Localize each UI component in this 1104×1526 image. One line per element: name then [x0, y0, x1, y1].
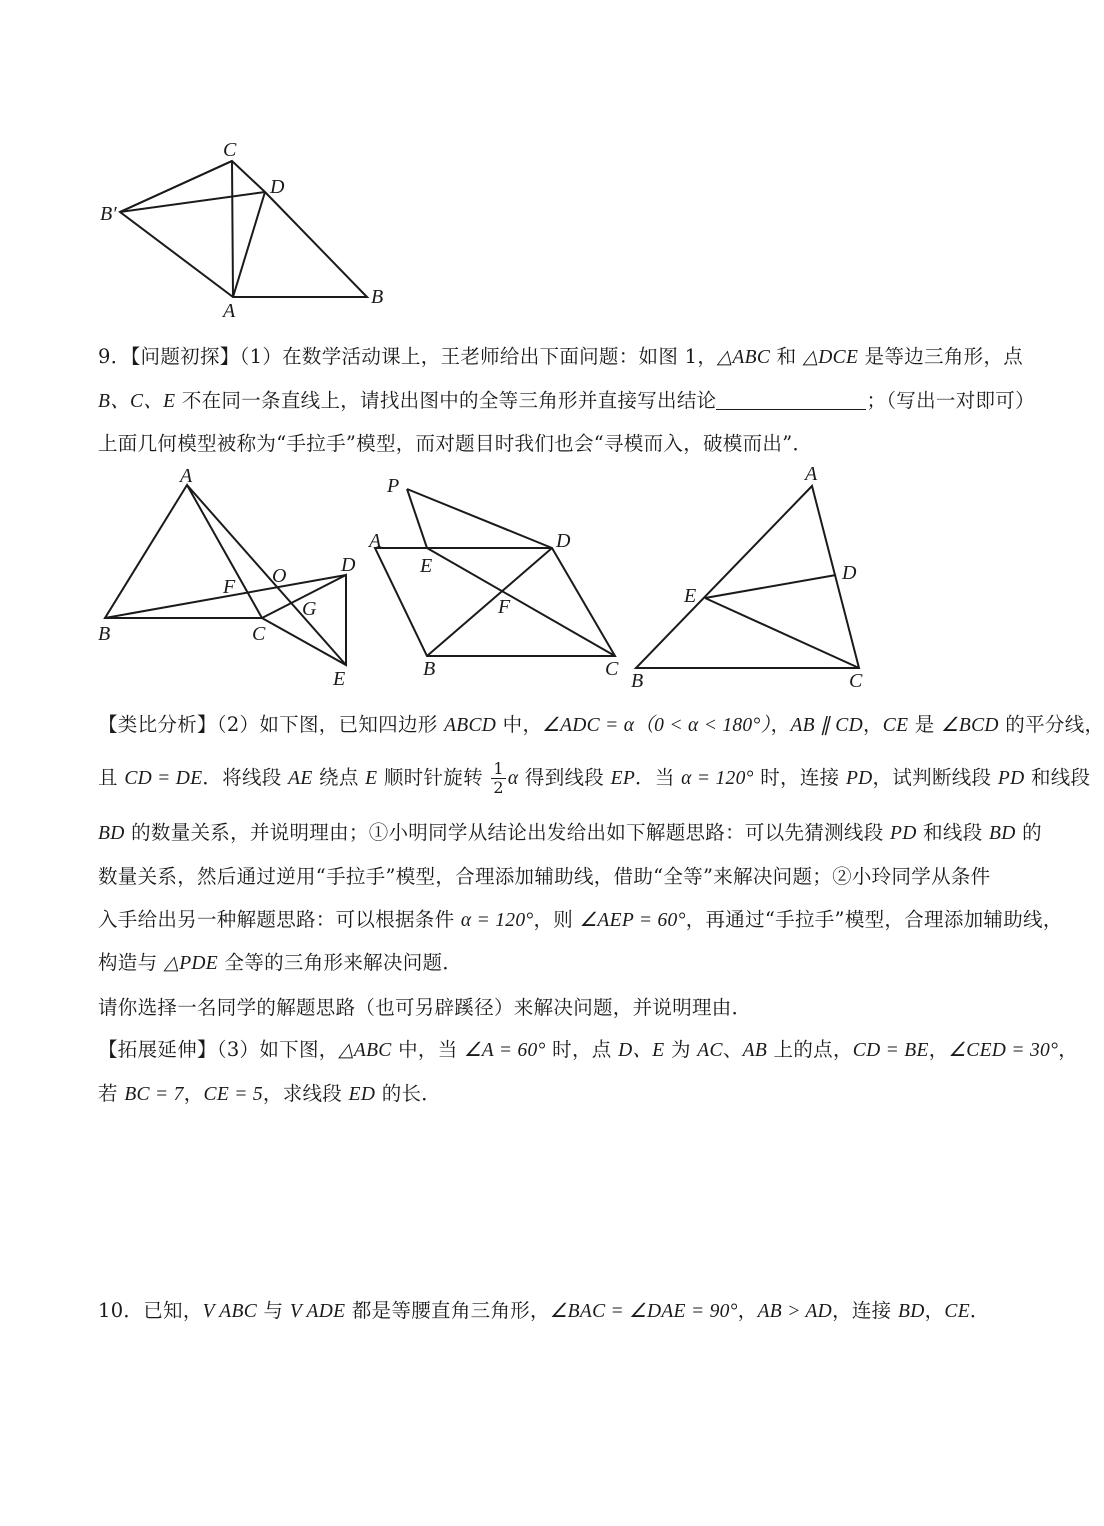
segment-ca [232, 161, 233, 297]
text: ，连接 [832, 1299, 898, 1322]
math: BD [989, 823, 1016, 844]
segment-ae [187, 485, 346, 665]
part2-line-4 [98, 861, 990, 889]
figure-top-outline [120, 161, 367, 297]
math-abc: △ABC [717, 347, 771, 368]
text: 的数量关系，并说明理由；①小明同学从结论出发给出如下解题思路：可以先猜测线段 [124, 821, 890, 844]
label-p: P [387, 475, 400, 497]
label-c: C [252, 623, 266, 645]
label-b: B [98, 623, 111, 645]
text: ．将线段 [202, 766, 289, 789]
q9-text: 是等边三角形，点 [858, 345, 1024, 368]
math: ED [348, 1084, 376, 1105]
text: 上的点， [767, 1038, 853, 1061]
part2-line-6 [98, 947, 462, 975]
figure-1 [90, 460, 370, 690]
math: CD = BE [852, 1040, 929, 1061]
text: 的长． [375, 1082, 442, 1105]
segment-pd [407, 489, 552, 548]
math-dce: △DCE [802, 347, 859, 368]
text: ，求线段 [262, 1082, 349, 1105]
label-a: A [223, 300, 236, 322]
q9-text: 9．【问题初探】（1）在数学活动课上，王老师给出下面问题：如图 1， [98, 345, 718, 368]
figure-top-triangle [90, 130, 400, 330]
label-f: F [223, 576, 236, 598]
math: CE [944, 1301, 970, 1322]
math: α = 120° [681, 768, 754, 789]
label-d: D [556, 530, 571, 552]
label-c: C [605, 658, 619, 680]
text: 得到线段 [518, 766, 611, 789]
text: 都是等腰直角三角形， [345, 1299, 550, 1322]
segment-ec [705, 598, 859, 668]
part2-line-1 [98, 709, 1104, 737]
math: CE = 5 [203, 1084, 263, 1105]
label-c: C [223, 139, 237, 161]
part2-line-7 [98, 992, 751, 1020]
label-b: B [371, 286, 384, 308]
q9-line-1 [98, 341, 1023, 369]
text: 、 [722, 1038, 743, 1061]
figure-3 [625, 458, 885, 693]
text: ．当 [635, 766, 682, 789]
text: 时，点 [545, 1038, 619, 1061]
label-g: G [302, 598, 317, 620]
label-a: A [805, 463, 818, 485]
label-e: E [333, 668, 346, 690]
part2-line-5 [98, 904, 1063, 932]
math: ∠CED = 30° [948, 1040, 1059, 1061]
text: ， [737, 1299, 758, 1322]
text: 和线段 [1024, 766, 1091, 789]
part3-line-2 [98, 1078, 441, 1106]
label-d: D [842, 562, 857, 584]
math: α = 120° [460, 910, 534, 931]
text: 【类比分析】（2）如下图，已知四边形 [98, 713, 445, 736]
text: 绕点 [312, 766, 366, 789]
part2-line-3 [98, 817, 1042, 845]
label-b: B [423, 658, 436, 680]
text: 为 [664, 1038, 698, 1061]
triangle-abc [105, 485, 262, 618]
math: ∠A = 60° [464, 1040, 546, 1061]
text: 的平分线， [998, 713, 1104, 736]
part3-line-1 [98, 1034, 1078, 1062]
q9-line-3 [98, 428, 812, 456]
label-d: D [341, 554, 356, 576]
text: 是 [908, 713, 942, 736]
text: 时，连接 [753, 766, 846, 789]
text: ， [924, 1299, 945, 1322]
math: AB [742, 1040, 768, 1061]
q9-line-2 [98, 385, 1035, 413]
text: 请你选择一名同学的解题思路（也可另辟蹊径）来解决问题，并说明理由． [98, 996, 752, 1019]
text: 若 [98, 1082, 125, 1105]
math: BD [98, 823, 125, 844]
label-e: E [420, 555, 433, 577]
math: BC = 7 [124, 1084, 184, 1105]
math-bce: B、C、E [98, 391, 176, 412]
math: △PDE [163, 953, 219, 974]
label-a: A [180, 465, 193, 487]
text: ，试判断线段 [872, 766, 998, 789]
text: 与 [257, 1299, 290, 1322]
text: 【拓展延伸】（3）如下图， [98, 1038, 339, 1061]
text: ， [1058, 1038, 1079, 1061]
math: AB > AD [757, 1301, 833, 1322]
text: ，再通过“手拉手”模型，合理添加辅助线， [685, 908, 1063, 931]
text: 全等的三角形来解决问题． [218, 951, 463, 974]
math: AE [288, 768, 313, 789]
part2-line-2 [98, 760, 1090, 797]
text: ，则 [533, 908, 580, 931]
label-o: O [272, 565, 287, 587]
segment-bd [427, 548, 552, 656]
fraction-one-half [491, 760, 505, 797]
label-b-prime: B′ [100, 203, 117, 225]
math: △ABC [338, 1040, 392, 1061]
math: EP [610, 768, 636, 789]
text: ． [969, 1299, 990, 1322]
math: V ABC [202, 1301, 258, 1322]
label-c: C [849, 670, 863, 692]
text: 且 [98, 766, 125, 789]
figure-2 [365, 465, 630, 680]
text: 数量关系，然后通过逆用“手拉手”模型，合理添加辅助线，借助“全等”来解决问题；②小玲同学从条件 [98, 865, 991, 888]
math: PD [845, 768, 873, 789]
segment-ec [427, 548, 615, 656]
q9-text: 不在同一条直线上，请找出图中的全等三角形并直接写出结论 [175, 389, 717, 412]
text: 中，当 [391, 1038, 464, 1061]
math: PD [890, 823, 917, 844]
math: BD [897, 1301, 925, 1322]
answer-blank[interactable] [716, 391, 866, 410]
math: AB ∥ CD [790, 715, 863, 736]
label-a: A [369, 530, 382, 552]
math: CD = DE [124, 768, 203, 789]
quadrilateral-abcd [375, 548, 615, 656]
q9-text: 和 [770, 345, 803, 368]
math: ABCD [444, 715, 497, 736]
math: E [365, 768, 378, 789]
math: α [507, 768, 519, 789]
text: 顺时针旋转 [377, 766, 490, 789]
math: ∠AEP = 60° [579, 910, 686, 931]
text: 中， [496, 713, 543, 736]
math: D、E [618, 1040, 665, 1061]
q9-text: ；（写出一对即可） [866, 389, 1035, 412]
label-e: E [684, 585, 697, 607]
text: ， [928, 1038, 949, 1061]
math: AC [697, 1040, 723, 1061]
text: 入手给出另一种解题思路：可以根据条件 [98, 908, 461, 931]
segment-ed [705, 575, 836, 598]
text: 构造与 [98, 951, 164, 974]
text: ， [183, 1082, 204, 1105]
text: 10．已知， [98, 1299, 203, 1322]
q9-text: 上面几何模型被称为“手拉手”模型，而对题目时我们也会“寻模而入，破模而出”． [98, 432, 813, 455]
text: ， [770, 713, 791, 736]
math: ∠ADC = α（0 < α < 180°） [542, 715, 771, 736]
fraction-numerator: 1 [493, 759, 504, 778]
text: 和线段 [916, 821, 989, 844]
label-f: F [498, 596, 511, 618]
label-b: B [631, 670, 644, 692]
label-d: D [270, 176, 285, 198]
math: CE [882, 715, 909, 736]
fraction-denominator: 2 [493, 778, 504, 797]
text: ， [862, 713, 883, 736]
math: ∠BAC = ∠DAE = 90° [549, 1301, 738, 1322]
math: PD [997, 768, 1025, 789]
math: V ADE [289, 1301, 346, 1322]
segment-da [233, 192, 265, 297]
math: ∠BCD [941, 715, 999, 736]
text: 的 [1015, 821, 1042, 844]
segment-pe [407, 489, 427, 548]
q10-line [98, 1295, 990, 1323]
